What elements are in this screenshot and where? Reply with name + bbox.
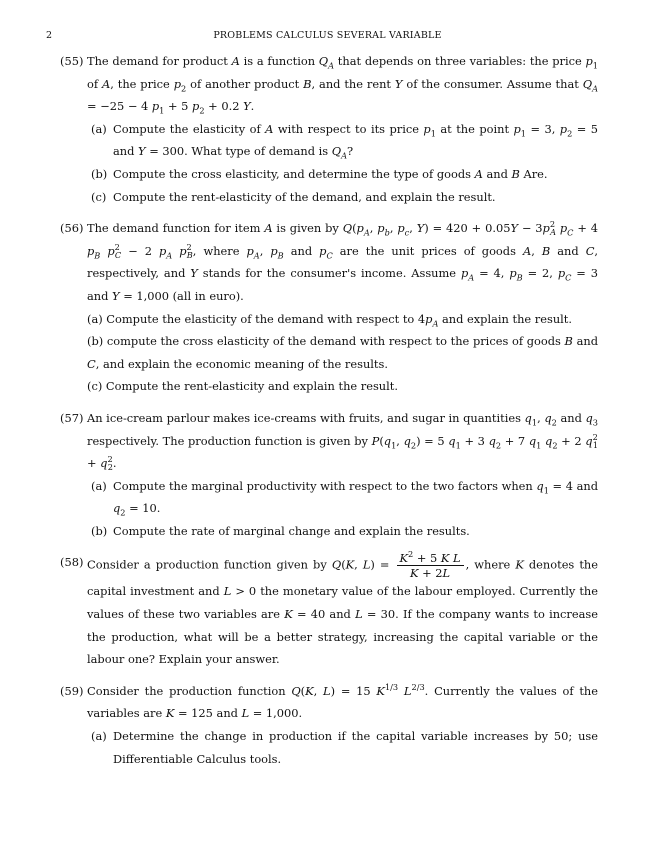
part-label: (c) bbox=[87, 379, 103, 394]
part-a: (a) Compute the marginal productivity with respect to the two factors when $q_1 = 4$ and $q_2 = 10$. bbox=[87, 475, 598, 520]
part-label: (a) bbox=[91, 729, 107, 744]
problem-number: (56) bbox=[60, 221, 84, 236]
part-a: (a) Compute the elasticity of the demand with respect to $4p_A$ and explain the result. bbox=[87, 311, 572, 328]
part-label: (b) bbox=[87, 334, 104, 349]
part-c bbox=[87, 186, 598, 209]
problem-57 bbox=[60, 407, 598, 543]
problem-number: (57) bbox=[60, 410, 84, 425]
problem-statement: Consider the production function Q(K, L) = 15 $K^{1/3}$ $L^{2/3}$. Currently the values of the variables are K = 125 and L = 1,000. bbox=[87, 682, 598, 721]
part-label: (c) bbox=[91, 189, 107, 204]
part-text: Compute the rent-elasticity and explain the result. bbox=[105, 379, 398, 394]
part-b bbox=[87, 520, 598, 543]
part-label: (a) bbox=[91, 121, 107, 136]
part-a: (a) Compute the elasticity of A with respect to its price $p_1$ at the point $p_1 = 3$, $p_2 = 5$ and Y = 300. What type of demand is $Q_A$? bbox=[87, 118, 598, 163]
page-header bbox=[0, 30, 655, 44]
problem-55 bbox=[60, 50, 598, 208]
problem-56 bbox=[60, 217, 598, 398]
part-c bbox=[87, 375, 598, 398]
part-label: (b) bbox=[91, 166, 108, 181]
problem-statement: Consider a production function given by Q(K, L) = $\frac{K^2 + 5 K L}{K + 2L}$ , where K denotes the capital investment and L > 0 the monetary value of the labour employed. Currently the values of these two variables are K = 40 and L = 30. If the company wants to increase the production, what will be a better strategy, increasing the capital variable or the labour one? Explain your answer. bbox=[87, 549, 598, 667]
part-label: (a) bbox=[91, 478, 107, 493]
part-b: (b) compute the cross elasticity of the demand with respect to the prices of goods B and C, and explain the economic meaning of the results. bbox=[87, 334, 598, 371]
problem-statement: The demand for product A is a function $Q_A$ that depends on three variables: the price $p_1$ of A, the price $p_2$ of another product B, and the rent Y of the consumer. Assume that $Q_A = -25 - 4$ $p_1 + 5$ $p_2 + 0.2$ Y. bbox=[87, 54, 599, 116]
problem-number: (59) bbox=[60, 683, 84, 698]
part-text: Determine the change in production if the capital variable increases by 50; use Differentiable Calculus tools. bbox=[113, 729, 598, 766]
part-a bbox=[87, 725, 598, 770]
problem-number: (55) bbox=[60, 54, 84, 68]
part-text: Compute the rate of marginal change and explain the results. bbox=[113, 523, 470, 538]
problem-number: (58) bbox=[60, 555, 84, 570]
page-number: 2 bbox=[46, 30, 53, 41]
problem-list bbox=[60, 50, 598, 779]
problem-statement: An ice-cream parlour makes ice-creams with fruits, and sugar in quantities $q_1$, $q_2$ and $q_3$ respectively. The production function is given by $P(q_1$, $q_2) = 5$ $q_1 + 3$ $q_2 + 7$ $q_1$ $q_2 + 2$ $q^2_1 + q^2_2$. bbox=[87, 410, 599, 473]
part-label: (b) bbox=[91, 523, 108, 538]
problem-58 bbox=[60, 551, 598, 670]
part-text: Compute the rent-elasticity of the demand, and explain the result. bbox=[113, 189, 496, 204]
running-title: PROBLEMS CALCULUS SEVERAL VARIABLE bbox=[213, 30, 442, 41]
problem-59 bbox=[60, 680, 598, 770]
fraction: $\frac{K^2 + 5 K L}{K + 2L}$ bbox=[397, 551, 464, 580]
part-label: (a) bbox=[87, 311, 103, 326]
problem-statement: The demand function for item A is given by $Q(p_A$, $p_b$, $p_c$, $Y) = 420 + 0.05Y - 3p^2_A$ $p_C + 4$ $p_B$ $p^2_C - 2$ $p_A$ $p^2_B$, where $p_A$, $p_B$ and $p_C$ are the unit prices of goods A, B and C, respectively, and Y stands for the consumer's income. Assume $p_A = 4$, $p_B = 2$, $p_C = 3$ and Y = 1,000 (all in euro). bbox=[87, 219, 599, 303]
part-b: (b) Compute the cross elasticity, and determine the type of goods A and B Are. bbox=[87, 163, 598, 186]
